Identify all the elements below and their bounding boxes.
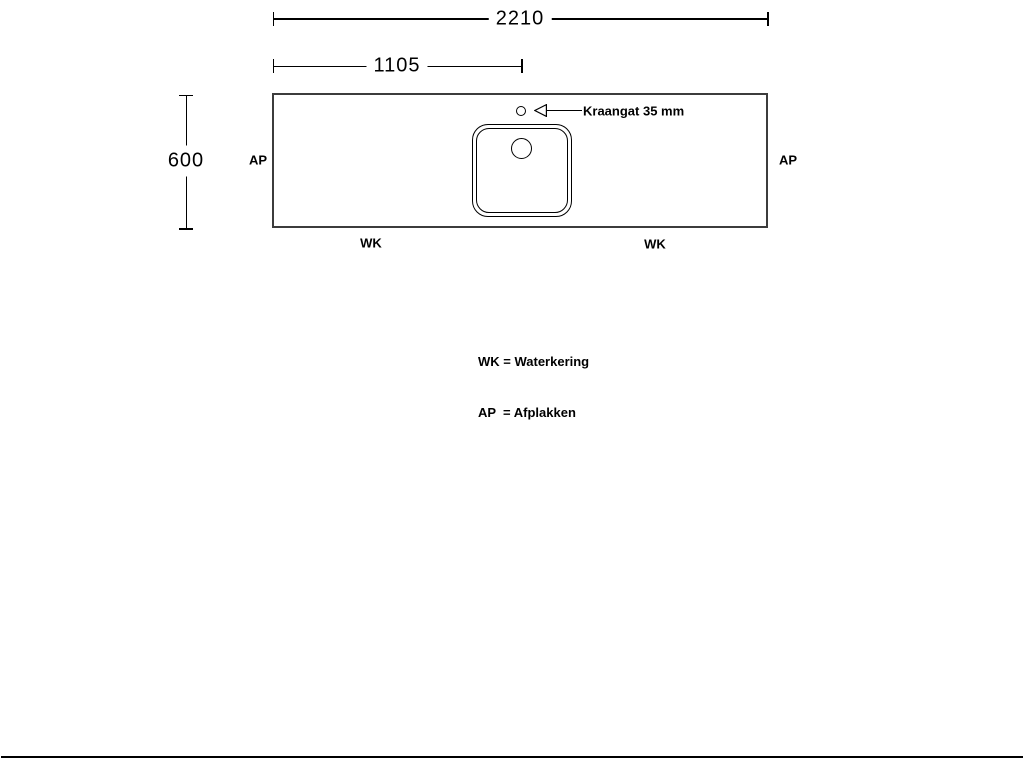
dim-value-total-width: 2210	[489, 8, 552, 31]
wk-label-right: WK	[644, 236, 666, 252]
dim-tick-total-right	[767, 12, 769, 26]
legend-line-wk: WK = Waterkering	[478, 354, 590, 369]
bottom-divider-line	[1, 756, 1023, 758]
dim-tick-offset-left	[273, 59, 275, 73]
dim-value-depth: 600	[167, 146, 205, 177]
legend	[478, 319, 589, 455]
legend-line-ap: AP = Afplakken	[478, 405, 576, 420]
ap-label-left: AP	[248, 152, 268, 168]
wk-label-left: WK	[360, 235, 382, 251]
tap-hole-circle	[516, 106, 526, 116]
dim-tick-depth-top	[179, 95, 193, 97]
dim-value-sink-offset: 1105	[366, 55, 427, 78]
dim-tick-depth-bottom	[179, 228, 193, 230]
tap-hole-callout-label: Kraangat 35 mm	[583, 103, 685, 118]
drain-circle	[511, 138, 532, 159]
ap-label-right: AP	[778, 152, 798, 168]
dim-tick-total-left	[273, 12, 275, 26]
leader-line	[546, 110, 582, 112]
dim-tick-offset-right	[521, 59, 523, 73]
